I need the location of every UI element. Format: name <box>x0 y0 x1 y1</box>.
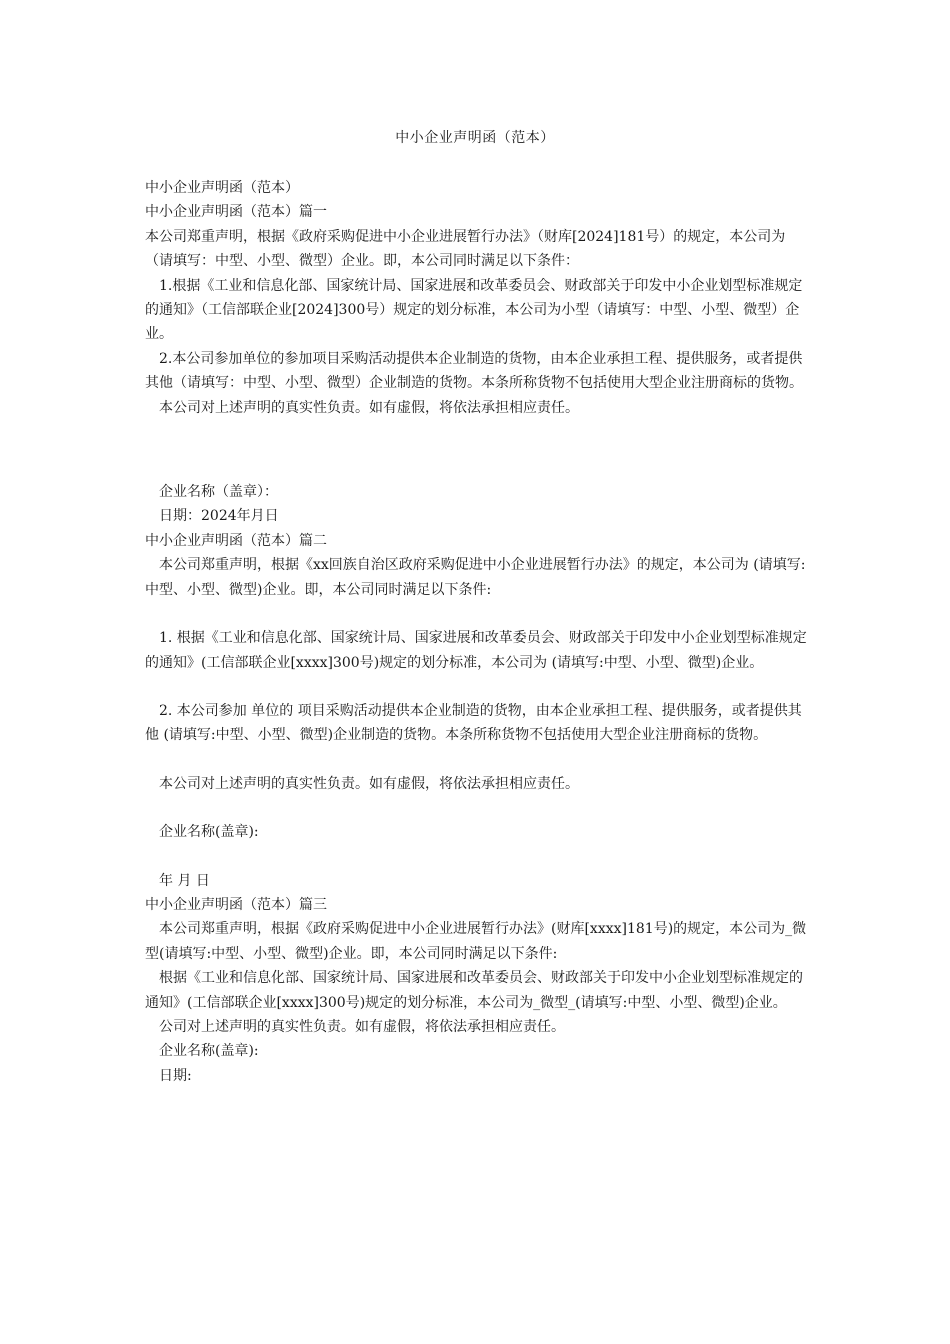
document-heading: 中小企业声明函（范本） <box>145 180 299 196</box>
page-title: 中小企业声明函（范本） <box>395 130 555 146</box>
spacer <box>145 845 810 869</box>
section2-responsibility: 本公司对上述声明的真实性负责。如有虚假，将依法承担相应责任。 <box>159 775 579 792</box>
section2-item2: 2. 本公司参加 单位的 项目采购活动提供本企业制造的货物，由本企业承担工程、提供服务，或者提供其他 (请填写:中型、小型、微型)企业制造的货物。本条所称货物不包括使用大型企业注册商标的货物。 <box>145 702 802 744</box>
section1-heading: 中小企业声明函（范本）篇一 <box>145 204 327 221</box>
spacer <box>145 420 810 480</box>
spacer <box>145 675 810 699</box>
section2-item1: 1. 根据《工业和信息化部、国家统计局、国家进展和改革委员会、财政部关于印发中小企业划型标准规定的通知》(工信部联企业[xxxx]300号)规定的划分标准，本公司为 (请填写:中型、小型、微型)企业。 <box>145 630 807 671</box>
section3-company-signature: 企业名称(盖章): <box>159 1043 259 1060</box>
section2-date: 年 月 日 <box>159 872 210 889</box>
section2-intro: 本公司郑重声明，根据《xx回族自治区政府采购促进中小企业进展暂行办法》的规定，本公司为 (请填写:中型、小型、微型)企业。即，本公司同时满足以下条件: <box>145 557 806 598</box>
spacer <box>145 796 810 820</box>
section1-responsibility: 本公司对上述声明的真实性负责。如有虚假，将依法承担相应责任。 <box>159 399 579 416</box>
section1-item1: 1.根据《工业和信息化部、国家统计局、国家进展和改革委员会、财政部关于印发中小企业划型标准规定的通知》（工信部联企业[2024]300号）规定的划分标准，本公司为小型（请填写：中型、小型、微型）企业。 <box>145 277 803 343</box>
section2-heading: 中小企业声明函（范本）篇二 <box>145 532 327 549</box>
section1-date: 日期：2024年月日 <box>159 508 279 525</box>
section2-company-signature: 企业名称(盖章): <box>159 824 259 841</box>
section1-item2: 2.本公司参加单位的参加项目采购活动提供本企业制造的货物，由本企业承担工程、提供服务，或者提供其他（请填写：中型、小型、微型）企业制造的货物。本条所称货物不包括使用大型企业注册商标的货物。 <box>145 350 803 392</box>
spacer <box>145 602 810 626</box>
section3-heading: 中小企业声明函（范本）篇三 <box>145 896 327 913</box>
section3-item1: 根据《工业和信息化部、国家统计局、国家进展和改革委员会、财政部关于印发中小企业划型标准规定的通知》(工信部联企业[xxxx]300号)规定的划分标准，本公司为_微型_(请填写:中型、小型、微型)企业。 <box>145 970 803 1011</box>
section3-date: 日期: <box>159 1067 192 1084</box>
section3-intro: 本公司郑重声明，根据《政府采购促进中小企业进展暂行办法》(财库[xxxx]181号)的规定，本公司为_微型(请填写:中型、小型、微型)企业。即，本公司同时满足以下条件: <box>145 921 807 962</box>
section1-intro: 本公司郑重声明，根据《政府采购促进中小企业进展暂行办法》（财库[2024]181号）的规定，本公司为（请填写：中型、小型、微型）企业。即，本公司同时满足以下条件： <box>145 228 786 270</box>
spacer <box>145 748 810 772</box>
document-body <box>145 176 810 1088</box>
section3-responsibility: 公司对上述声明的真实性负责。如有虚假，将依法承担相应责任。 <box>159 1018 565 1035</box>
section1-company-signature: 企业名称（盖章）： <box>159 484 278 501</box>
